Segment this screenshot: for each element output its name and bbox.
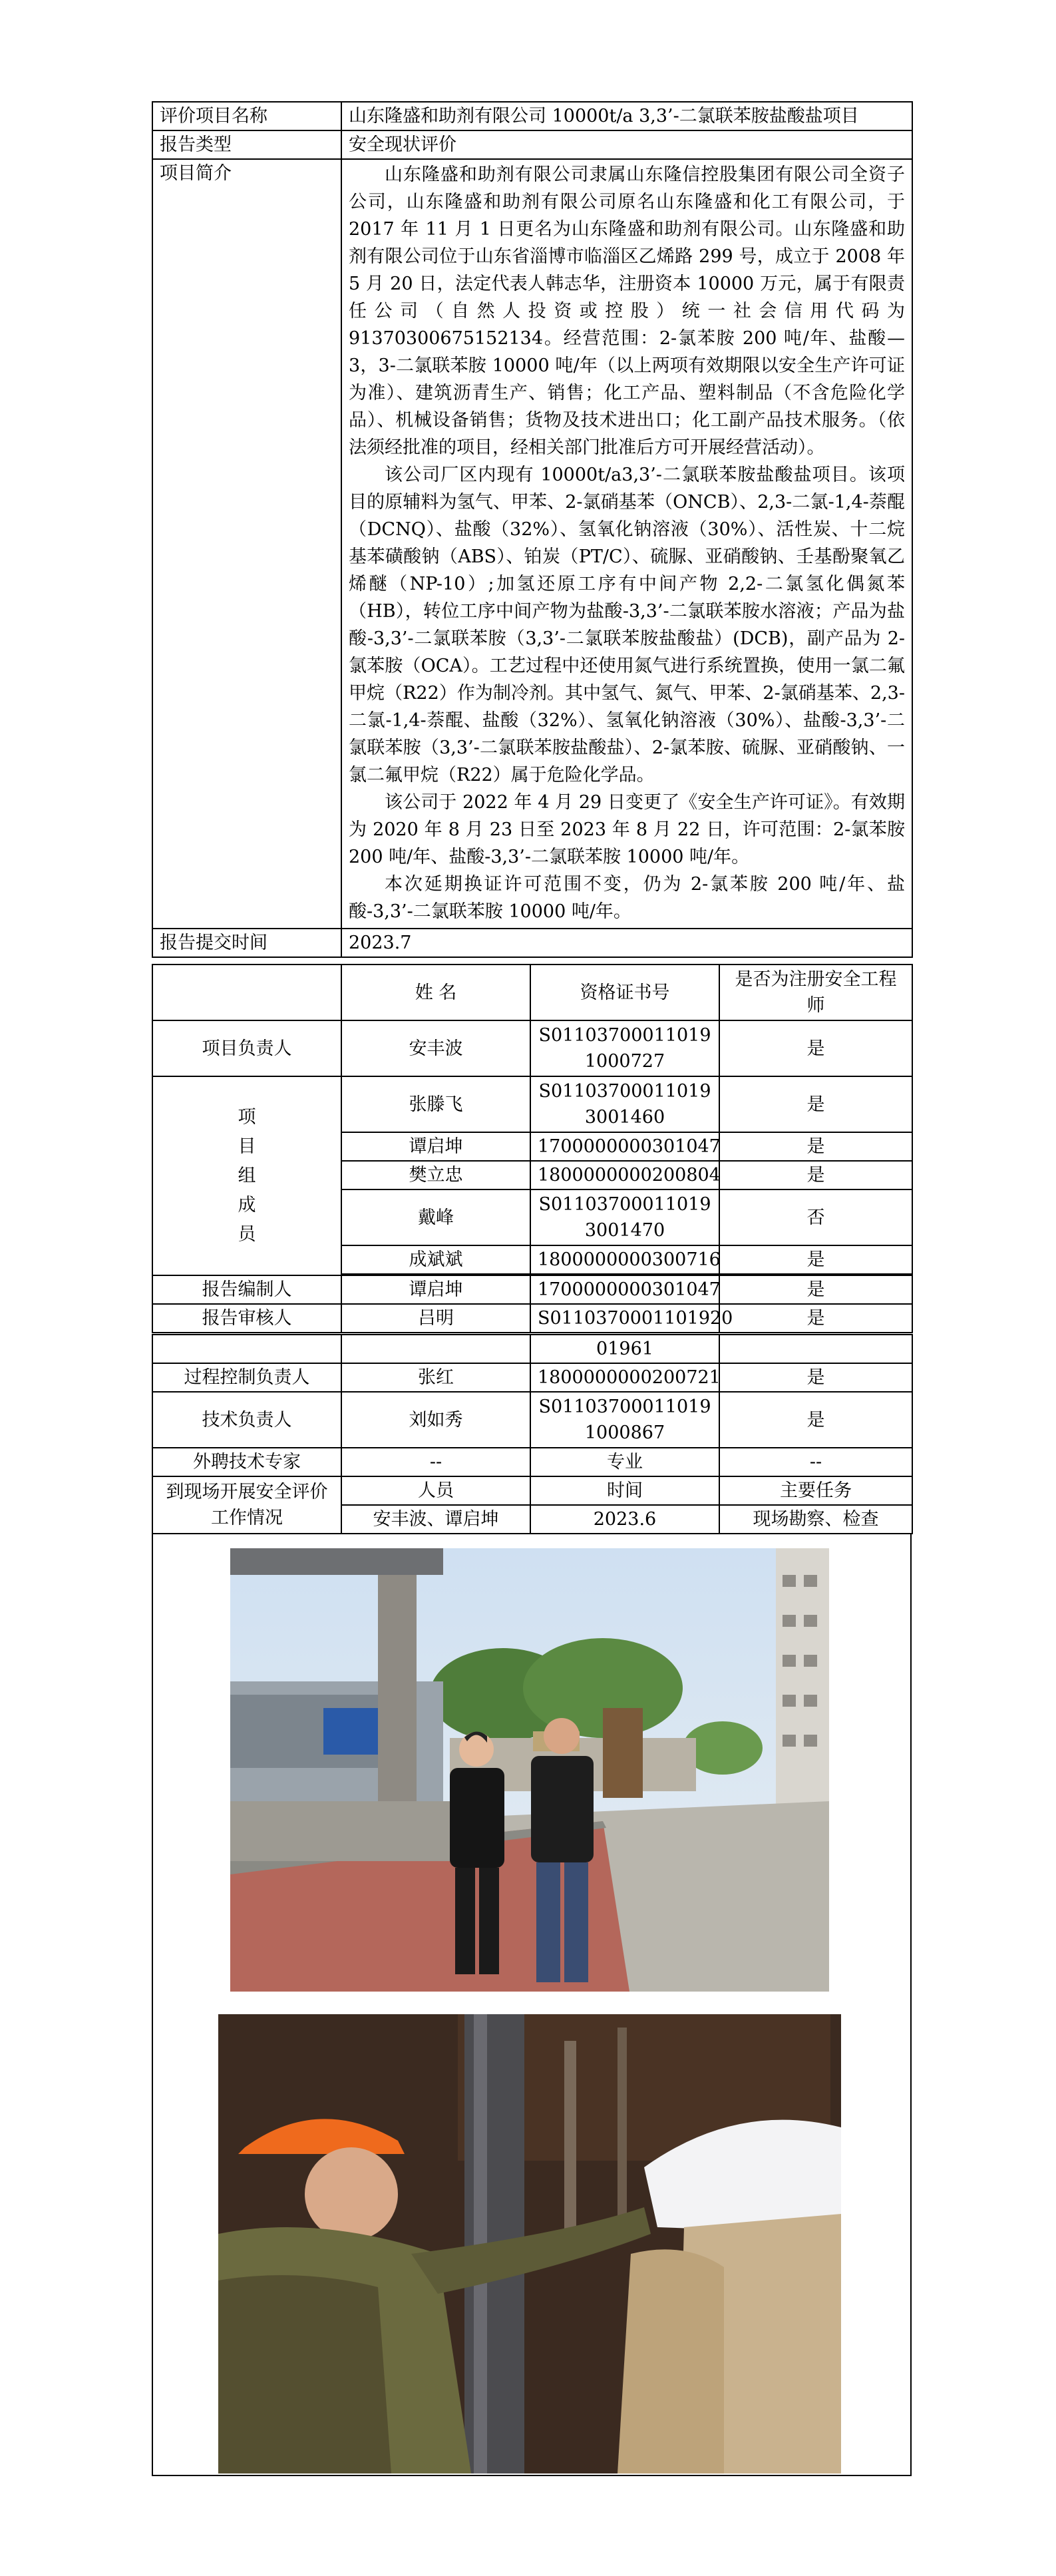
leader-reg: 是	[719, 1020, 912, 1076]
onsite-task: 现场勘察、检查	[719, 1505, 912, 1534]
blank-cell	[719, 1335, 912, 1363]
report-type-label: 报告类型	[152, 130, 341, 159]
onsite-time-header: 时间	[530, 1476, 719, 1505]
expert-reg: --	[719, 1448, 912, 1476]
project-name: 山东隆盛和助剂有限公司 10000t/a 3,3’-二氯联苯胺盐酸盐项目	[341, 102, 912, 130]
process-label: 过程控制负责人	[152, 1363, 341, 1392]
process-reg: 是	[719, 1363, 912, 1392]
team-member-name: 张滕飞	[341, 1076, 530, 1132]
team-member-reg: 是	[719, 1076, 912, 1132]
reviewer-label: 报告审核人	[152, 1304, 341, 1333]
process-name: 张红	[341, 1363, 530, 1392]
project-name-label: 评价项目名称	[152, 102, 341, 130]
expert-field: 专业	[530, 1448, 719, 1476]
reviewer-cert-cont: 01961	[530, 1335, 719, 1363]
personnel-table-cont	[152, 1334, 913, 1534]
personnel-table	[152, 964, 913, 1333]
team-member-name: 谭启坤	[341, 1132, 530, 1161]
intro-label: 项目简介	[152, 159, 341, 929]
team-member-reg: 是	[719, 1132, 912, 1161]
submit-label: 报告提交时间	[152, 929, 341, 957]
info-table	[152, 101, 913, 958]
compiler-cert: 1700000000301047	[530, 1275, 719, 1304]
expert-name: --	[341, 1448, 530, 1476]
tech-reg: 是	[719, 1392, 912, 1448]
team-member-reg: 是	[719, 1161, 912, 1189]
team-member-cert: 1700000000301047	[530, 1132, 719, 1161]
tech-cert: S011037000110191000867	[530, 1392, 719, 1448]
team-member-cert: 1800000000300716	[530, 1245, 719, 1274]
intro-text	[341, 159, 912, 929]
leader-cert: S011037000110191000727	[530, 1020, 719, 1076]
col-reg-header: 是否为注册安全工程师	[719, 965, 912, 1020]
team-label	[152, 1076, 341, 1275]
blank-cell	[152, 965, 341, 1020]
team-member-cert: S011037000110193001460	[530, 1076, 719, 1132]
team-member-reg: 否	[719, 1189, 912, 1245]
team-label-text: 项目组成员	[238, 1106, 256, 1245]
compiler-name: 谭启坤	[341, 1275, 530, 1304]
onsite-people: 安丰波、谭启坤	[341, 1505, 530, 1534]
team-member-name: 成斌斌	[341, 1245, 530, 1274]
intro-paragraph: 山东隆盛和助剂有限公司隶属山东隆信控股集团有限公司全资子公司，山东隆盛和助剂有限公司原名山东隆盛和化工有限公司，于 2017 年 11 月 1 日更名为山东隆盛和助剂有限公司。山东隆盛和助剂有限公司位于山东省淄博市临淄区乙烯路 299 号，成立于 2008 年 5 月 20 日，法定代表人韩志华，注册资本 10000 万元，属于有限责任公司（自然人投资或控股）统一社会信用代码为 91370300675152134。经营范围：2-氯苯胺 200 吨/年、盐酸—3，3-二氯联苯胺 10000 吨/年（以上两项有效期限以安全生产许可证为准）、建筑沥青生产、销售；化工产品、塑料制品（不含危险化学品）、机械设备销售；货物及技术进出口；化工副产品技术服务。（依法须经批准的项目，经相关部门批准后方可开展经营活动）。	[349, 164, 905, 458]
site-photo-inspection-image	[218, 2014, 841, 2473]
team-member-reg: 是	[719, 1245, 912, 1274]
expert-label: 外聘技术专家	[152, 1448, 341, 1476]
onsite-label: 到现场开展安全评价工作情况	[152, 1476, 341, 1534]
blank-cell	[341, 1335, 530, 1363]
intro-paragraph: 本次延期换证许可范围不变，仍为 2-氯苯胺 200 吨/年、盐酸-3,3’-二氯联苯胺 10000 吨/年。	[349, 874, 905, 922]
submit-time: 2023.7	[341, 929, 912, 957]
onsite-time: 2023.6	[530, 1505, 719, 1534]
process-cert: 1800000000200721	[530, 1363, 719, 1392]
compiler-label: 报告编制人	[152, 1275, 341, 1304]
team-member-cert: 1800000000200804	[530, 1161, 719, 1189]
team-member-name: 戴峰	[341, 1189, 530, 1245]
tech-name: 刘如秀	[341, 1392, 530, 1448]
reviewer-cert: S0110370001101920	[530, 1304, 719, 1333]
site-photo-inspection	[218, 2014, 841, 2473]
blank-cell	[152, 1335, 341, 1363]
report-type: 安全现状评价	[341, 130, 912, 159]
col-cert-header: 资格证书号	[530, 965, 719, 1020]
leader-label: 项目负责人	[152, 1020, 341, 1076]
site-photo-entrance-image	[230, 1548, 829, 1992]
col-name-header: 姓 名	[341, 965, 530, 1020]
team-member-name: 樊立忠	[341, 1161, 530, 1189]
site-photo-entrance	[230, 1548, 829, 1992]
onsite-task-header: 主要任务	[719, 1476, 912, 1505]
intro-paragraph: 该公司厂区内现有 10000t/a3,3’-二氯联苯胺盐酸盐项目。该项目的原辅料为氢气、甲苯、2-氯硝基苯（ONCB）、2,3-二氯-1,4-萘醌（DCNQ）、盐酸（32%）、氢氧化钠溶液（30%）、活性炭、十二烷基苯磺酸钠（ABS）、铂炭（PT/C）、硫脲、亚硝酸钠、壬基酚聚氧乙烯醚（NP-10）;加氢还原工序有中间产物 2,2-二氯氢化偶氮苯（HB），转位工序中间产物为盐酸-3,3’-二氯联苯胺水溶液；产品为盐酸-3,3’-二氯联苯胺（3,3’-二氯联苯胺盐酸盐）(DCB)，副产品为 2-氯苯胺（OCA）。工艺过程中还使用氮气进行系统置换，使用一氯二氟甲烷（R22）作为制冷剂。其中氢气、氮气、甲苯、2-氯硝基苯、2,3-二氯-1,4-萘醌、盐酸（32%）、氢氧化钠溶液（30%）、盐酸-3,3’-二氯联苯胺（3,3’-二氯联苯胺盐酸盐）、2-氯苯胺、硫脲、亚硝酸钠、一氯二氟甲烷（R22）属于危险化学品。	[349, 465, 905, 785]
reviewer-name: 吕明	[341, 1304, 530, 1333]
team-member-cert: S011037000110193001470	[530, 1189, 719, 1245]
intro-paragraph: 该公司于 2022 年 4 月 29 日变更了《安全生产许可证》。有效期为 2020 年 8 月 23 日至 2023 年 8 月 22 日，许可范围：2-氯苯胺 200 吨/年、盐酸-3,3’-二氯联苯胺 10000 吨/年。	[349, 792, 905, 867]
onsite-people-header: 人员	[341, 1476, 530, 1505]
compiler-reg: 是	[719, 1275, 912, 1304]
leader-name: 安丰波	[341, 1020, 530, 1076]
reviewer-reg: 是	[719, 1304, 912, 1333]
tech-label: 技术负责人	[152, 1392, 341, 1448]
